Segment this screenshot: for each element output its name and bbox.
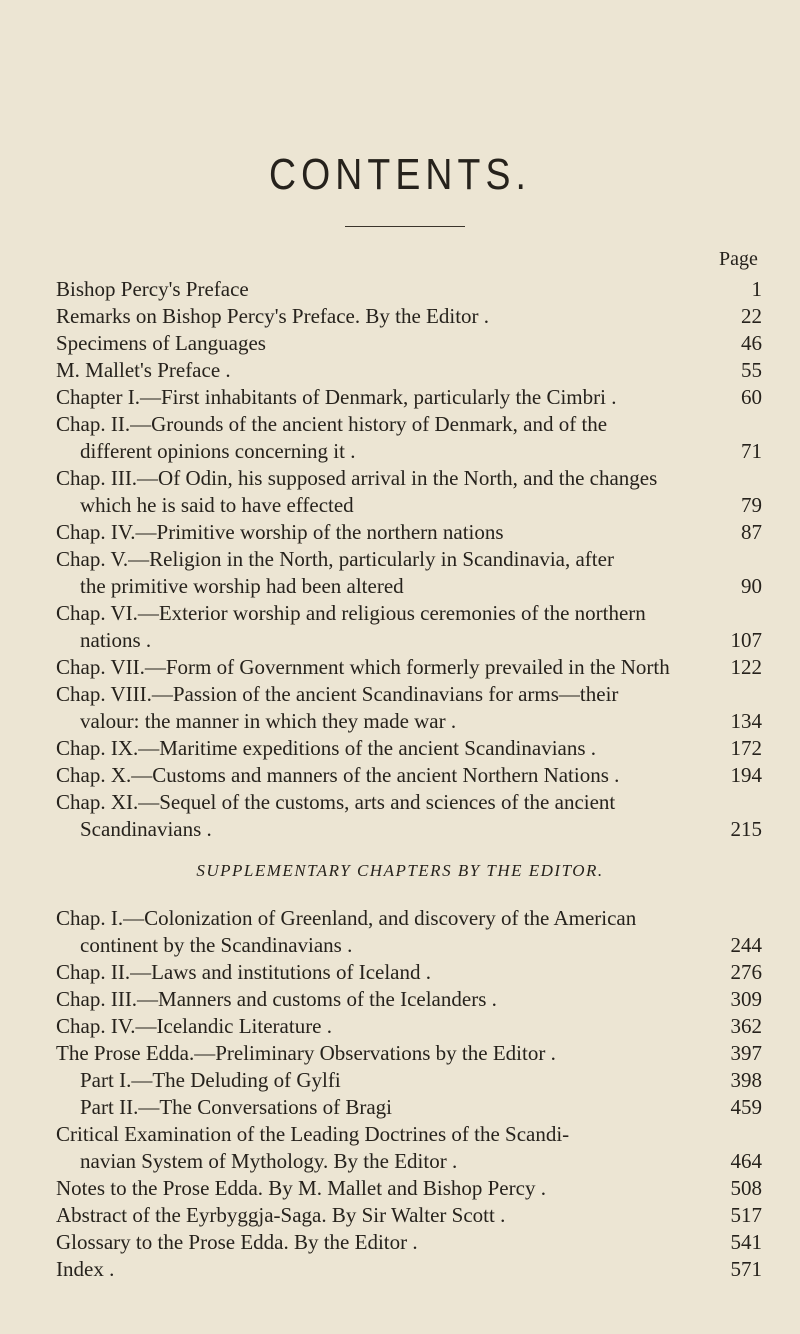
- toc-entry-text: Chap. II.—Grounds of the ancient history of Denmark, and of the: [56, 412, 608, 436]
- toc-entry-text: M. Mallet's Preface .: [56, 358, 231, 382]
- toc-entry-line: [0, 1229, 800, 1256]
- toc-entry-line: [0, 816, 800, 843]
- toc-entry-text: Chap. X.—Customs and manners of the ancient Northern Nations .: [56, 763, 620, 787]
- toc-entry-page-number: 87: [741, 520, 762, 544]
- toc-entry-text: Chap. IV.—Primitive worship of the northern nations: [56, 520, 504, 544]
- toc-entry-text: Chap. I.—Colonization of Greenland, and discovery of the American: [56, 906, 637, 930]
- toc-entry-text: Chap. IV.—Icelandic Literature .: [56, 1014, 333, 1038]
- toc-entry-line: [0, 303, 800, 330]
- toc-entry-page-number: 276: [730, 960, 762, 984]
- toc-entry-line: [0, 1067, 800, 1094]
- toc-entry-page-number: 398: [730, 1068, 762, 1092]
- toc-entry-text: The Prose Edda.—Preliminary Observations by the Editor .: [56, 1041, 556, 1065]
- toc-entry-line: [0, 573, 800, 600]
- toc-entry-page-number: 55: [741, 358, 762, 382]
- toc-entry-line: [0, 735, 800, 762]
- toc-entry-page-number: 194: [730, 763, 762, 787]
- toc-entry-page-number: 517: [730, 1203, 762, 1227]
- toc-entry-text: Chap. III.—Manners and customs of the Icelanders .: [56, 987, 497, 1011]
- toc-entry-text: Bishop Percy's Preface: [56, 277, 249, 301]
- toc-entry-text: Part I.—The Deluding of Gylfi: [80, 1068, 341, 1092]
- toc-main-list: [0, 276, 800, 843]
- toc-entry-line: [0, 789, 800, 816]
- toc-entry-text: Index .: [56, 1257, 115, 1281]
- toc-entry-page-number: 215: [730, 817, 762, 841]
- toc-entry-page-number: 464: [730, 1149, 762, 1173]
- toc-entry-line: [0, 905, 800, 932]
- toc-entry-page-number: 571: [730, 1257, 762, 1281]
- toc-entry-line: [0, 357, 800, 384]
- toc-entry-line: [0, 519, 800, 546]
- toc-entry-text: Chap. XI.—Sequel of the customs, arts and sciences of the ancient: [56, 790, 616, 814]
- toc-entry-text: Chap. VII.—Form of Government which formerly prevailed in the North: [56, 655, 670, 679]
- toc-entry-line: [0, 627, 800, 654]
- toc-entry-page-number: 107: [730, 628, 762, 652]
- toc-entry-text: Chapter I.—First inhabitants of Denmark, particularly the Cimbri .: [56, 385, 617, 409]
- toc-entry-line: [0, 492, 800, 519]
- toc-entry-line: [0, 411, 800, 438]
- toc-entry-page-number: 397: [730, 1041, 762, 1065]
- toc-entry-text: Glossary to the Prose Edda. By the Editor .: [56, 1230, 418, 1254]
- toc-entry-text: Chap. II.—Laws and institutions of Iceland .: [56, 960, 432, 984]
- toc-entry-text: navian System of Mythology. By the Editor .: [80, 1149, 458, 1173]
- toc-entry-line: [0, 438, 800, 465]
- toc-entry-page-number: 459: [730, 1095, 762, 1119]
- toc-entry-text: Chap. VI.—Exterior worship and religious ceremonies of the northern: [56, 601, 646, 625]
- toc-entry-text: Chap. VIII.—Passion of the ancient Scandinavians for arms—their: [56, 682, 619, 706]
- toc-entry-text: Chap. IX.—Maritime expeditions of the ancient Scandinavians .: [56, 736, 597, 760]
- toc-entry-page-number: 90: [741, 574, 762, 598]
- toc-entry-page-number: 1: [751, 277, 762, 301]
- toc-entry-line: [0, 330, 800, 357]
- toc-entry-text: Remarks on Bishop Percy's Preface. By the Editor .: [56, 304, 490, 328]
- toc-supplementary-list: [0, 905, 800, 1283]
- toc-entry-line: [0, 1175, 800, 1202]
- toc-entry-text: Scandinavians .: [80, 817, 212, 841]
- toc-entry-line: [0, 959, 800, 986]
- toc-entry-page-number: 46: [741, 331, 762, 355]
- toc-entry-page-number: 172: [730, 736, 762, 760]
- toc-entry-page-number: 122: [730, 655, 762, 679]
- toc-entry-line: [0, 708, 800, 735]
- toc-entry-line: [0, 384, 800, 411]
- toc-entry-page-number: 244: [730, 933, 762, 957]
- toc-entry-page-number: 508: [730, 1176, 762, 1200]
- toc-entry-page-number: 362: [730, 1014, 762, 1038]
- toc-entry-text: different opinions concerning it .: [80, 439, 356, 463]
- supplementary-heading: SUPPLEMENTARY CHAPTERS BY THE EDITOR.: [196, 861, 604, 880]
- toc-entry-line: [0, 1094, 800, 1121]
- toc-entry-text: which he is said to have effected: [80, 493, 354, 517]
- toc-entry-line: [0, 654, 800, 681]
- toc-entry-line: [0, 1202, 800, 1229]
- toc-entry-line: [0, 276, 800, 303]
- toc-entry-text: Chap. III.—Of Odin, his supposed arrival in the North, and the changes: [56, 466, 658, 490]
- toc-entry-line: [0, 1040, 800, 1067]
- toc-entry-line: [0, 932, 800, 959]
- toc-entry-text: Specimens of Languages: [56, 331, 266, 355]
- page-column-heading: Page: [719, 248, 758, 270]
- toc-entry-line: [0, 600, 800, 627]
- toc-entry-page-number: 60: [741, 385, 762, 409]
- toc-entry-line: [0, 465, 800, 492]
- toc-entry-text: continent by the Scandinavians .: [80, 933, 353, 957]
- toc-entry-line: [0, 1121, 800, 1148]
- toc-entry-line: [0, 762, 800, 789]
- toc-entry-line: [0, 1013, 800, 1040]
- toc-entry-page-number: 309: [730, 987, 762, 1011]
- page-title: CONTENTS.: [268, 150, 531, 199]
- toc-entry-line: [0, 681, 800, 708]
- toc-entry-page-number: 541: [730, 1230, 762, 1254]
- toc-entry-line: [0, 546, 800, 573]
- toc-entry-page-number: 79: [741, 493, 762, 517]
- toc-entry-text: Chap. V.—Religion in the North, particularly in Scandinavia, after: [56, 547, 614, 571]
- toc-entry-line: [0, 1148, 800, 1175]
- toc-entry-text: the primitive worship had been altered: [80, 574, 404, 598]
- toc-entry-text: Part II.—The Conversations of Bragi: [80, 1095, 393, 1119]
- toc-entry-page-number: 134: [730, 709, 762, 733]
- toc-entry-line: [0, 986, 800, 1013]
- toc-entry-page-number: 71: [741, 439, 762, 463]
- toc-entry-line: [0, 1256, 800, 1283]
- title-rule: [345, 226, 465, 227]
- toc-entry-text: Notes to the Prose Edda. By M. Mallet and Bishop Percy .: [56, 1176, 546, 1200]
- toc-entry-text: nations .: [80, 628, 152, 652]
- toc-entry-page-number: 22: [741, 304, 762, 328]
- toc-entry-text: valour: the manner in which they made war .: [80, 709, 457, 733]
- toc-entry-text: Critical Examination of the Leading Doctrines of the Scandi-: [56, 1122, 570, 1146]
- toc-entry-text: Abstract of the Eyrbyggja-Saga. By Sir Walter Scott .: [56, 1203, 506, 1227]
